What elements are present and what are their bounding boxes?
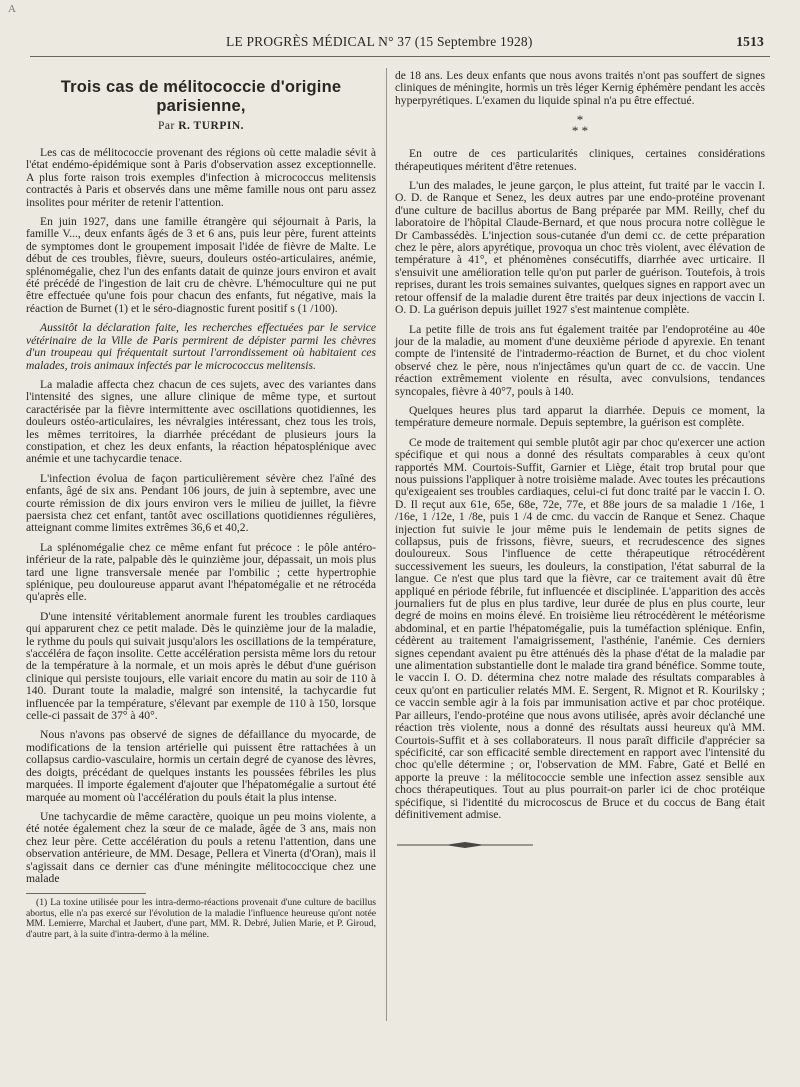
paragraph: Ce mode de traitement qui semble plutôt agir par choc qu'exercer une action spécifique et qui nous a donné des résultats comparables à ceux qu'ont rapportés MM. Courtois-Suffit, Garnier et Liège, était trop brutal pour que nous puissions l'appliquer à notre troisième malade. Avec toutes les précautions qu'exigeaient ses troubles cardiaques, celui-ci fut donc traité par le vaccin I. O. D. Il reçut aux 61e, 65e, 68e, 72e, 77e, et 88e jours de sa maladie 1 /16e, 1 /16e, 1 /12e, 1 /8e, puis 1 /4 de cmc. du vaccin de Ranque et Senez. Chaque injection fut suivie le jour même puis le lendemain de petits signes de collapsus, puis de frissons, fièvre, sueurs, et recrudescence des signes douloureux. Sous l'influence de cette thérapeutique rétrocédèrent successivement les sueurs, les douleurs, la constipation, l'état saburral de la langue. Ce n'est que plus tard que la fièvre, car ce traitement avait dû être appliqué en période fébrile, fut influencée et disciplinée. L'apparition des accès journaliers fut de plus en plus tardive, leur durée de plus en plus courte, leur degré de moins en moins élevé. En troisième lieu rétrocédèrent le météorisme abdominal, et en partie l'hépatomégalie, puis la tuméfaction splénique. Enfin, cédèrent au traitement l'amaigrissement, l'asthénie, l'anémie. Ces derniers signes cependant avaient pu être atténués dès la phase d'état de la maladie par une alimentation substantielle dont le malade tira grand bénéfice. Somme toute, le vaccin I. O. D. détermina chez notre malade des résultats comparables à ceux qu'ont en particulier relatés MM. E. Sergent, R. Mignot et R. Kourilsky ; ce vaccin semble agir à la fois par immunisation active et par choc protéique. Par ailleurs, l'endo-protéine que nous avons utilisée, après avoir déclanché une réaction très violente, nous a donné des résultats aussi heureux qu'à MM. Courtois-Suffit et à ses collaborateurs. Il nous paraît difficile d'apprécier sa spécificité, car son efficacité semble directement en rapport avec l'intensité du choc qu'elle détermine ; or, l'observation de MM. Fabre, Gaté et Bellé en apporte la preuve : la mélitococcie semble une infection assez sensible aux chocs thérapeutiques. Tout au plus pourrait-on parler ici de choc protéique spécifique, si l'identité du microcoscus de Bruce et du coccus de Bang était définitivement admise. (395, 435, 765, 821)
paragraph: Nous n'avons pas observé de signes de défaillance du myocarde, de modifications de la tension artérielle qui puissent être rattachées à un collapsus cardio-vasculaire, hormis un certain degré de cyanose des lèvres, des doigts, précédant de quelques instants les poussées fébriles les plus marquées. Il importe également d'ajouter que l'hépatomégalie a surtout été marquée au moment où l'accélération du pouls était la plus intense. (26, 728, 376, 804)
paragraph: Quelques heures plus tard apparut la diarrhée. Depuis ce moment, la température demeure normale. Depuis septembre, la guérison est complète. (395, 403, 765, 430)
paragraph: Les cas de mélitococcie provenant des régions où cette maladie sévit à l'état endémo-épidémique sont à Paris d'observation assez exceptionnelle. A plus forte raison trois exemples d'infection à micrococcus melitensis contractés à Paris et observés dans une même famille nous ont paru assez insolites pour mériter de retenir l'attention. (26, 146, 376, 209)
column-divider (386, 68, 387, 1021)
paragraph: En juin 1927, dans une famille étrangère qui séjournait à Paris, la famille V..., deux enfants âgés de 3 et 6 ans, puis leur père, furent atteints de symptomes dont le groupement imposait l'idée de fièvre de Malte. Le début de ces troubles, fièvre, sueurs, douleurs ostéo-articulaires, anémie, splénomégalie, chez l'un des enfants datait de quinze jours environ et avait été précédé de l'ingestion de lait cru de chèvre. L'hémoculture qui ne put être effectuée qu'une fois pour chacun des enfants, fut négative, mais la réaction de Burnet (1) et le séro-diagnostic furent positif s (1 /100). (26, 215, 376, 315)
article-title (26, 78, 376, 116)
right-column (395, 70, 765, 855)
paragraph: Aussitôt la déclaration faite, les recherches effectuées par le service vétérinaire de la Ville de Paris permirent de dépister parmi les chèvres d'un troupeau qui fréquentait surtout l'arrondissement où habitaient ces malades, trois animaux infectés par le micrococcus melitensis. (26, 321, 376, 372)
paragraph: La maladie affecta chez chacun de ces sujets, avec des variantes dans l'intensité des signes, une allure clinique de même type, et surtout caractérisée par la fièvre intermittente avec oscillations quotidiennes, les douleurs ostéo-articulaires, les névralgies intéressant, chez tous les trois, les mêmes territoires, la diarrhée précédant de plusieurs jours la constipation, et chez les deux enfants, la réaction hépatosplénique avec anémie et une tachycardie tenace. (26, 377, 376, 466)
paragraph: de 18 ans. Les deux enfants que nous avons traités n'ont pas souffert de signes cliniques de méningite, hormis un très léger Kernig éphémère pendant les accès hyperpyrétiques. L'examen du liquide spinal n'a pu être effectué. (395, 69, 765, 107)
author-name: R. TURPIN. (178, 120, 245, 132)
running-header (226, 34, 764, 52)
footnote-text: (1) La toxine utilisée pour les intra-dermo-réactions provenait d'une culture de bacillus abortus, elle n'a pas exercé sur l'évolution de la maladie l'influence heureuse qu'ont notée MM. Lemierre, Marchal et Jaubert, d'une part, MM. R. Debré, Julien Marie, et P. Giroud, d'autre part, à la suite d'intra-dermo à la méline. (26, 897, 376, 940)
page-number: 1513 (736, 34, 764, 49)
left-column (26, 70, 376, 947)
paragraph: Une tachycardie de même caractère, quoique un peu moins violente, a été notée également chez la sœur de ce malade, âgée de 3 ans, mais non chez leur père. Cette accélération du pouls a retenu l'attention, dans une observation antérieure, de MM. Desage, Pellera et Vinerta (d'Oran), mais il s'agissait dans ce dernier cas d'une méningite mélitococcique chez une malade (26, 809, 376, 885)
section-asterism: * * * (571, 112, 589, 139)
article-title-line-1: Trois cas de mélitococcie d'origine (60, 78, 342, 96)
article-title-line-2: parisienne, (156, 97, 246, 115)
author-prefix: Par (157, 120, 179, 132)
article-author (26, 120, 376, 132)
paragraph: L'infection évolua de façon particulièrement sévère chez l'aîné des enfants, âgé de six ans. Pendant 106 jours, de juin à septembre, avec une courte rémission de dix jours environ vers le milieu de juillet, la fièvre paersista chez cet enfant, tantôt avec oscillations quotidiennes régulières, atteignant comme limites extrêmes 36,6 et 40,2. (26, 471, 376, 535)
paragraph: En outre de ces particularités cliniques, certaines considérations thérapeutiques méritent d'être retenues. (395, 147, 765, 173)
paragraph: L'un des malades, le jeune garçon, le plus atteint, fut traité par le vaccin I. O. D. de Ranque et Senez, les deux autres par une endo-protéine provenant d'une culture de bacillus abortus de Bang préparée par MM. Reilly, chef du laboratoire de l'hôpital Claude-Bernard, et que nous procura notre collègue le Dr Cambassédès. L'injection sous-cutanée d'un demi cc. de cette préparation chez le père, alors apyrétique, provoqua un choc très violent, avec élévation de température à 41°, et phénomènes consécutiffs, diarrhée avec urticaire. Il s'ensuivit une amélioration telle qu'on put parler de guérison. Toutefois, à trois reprises, durant les trois semaines suivantes, quelques signes en rapport avec un retour offensif de la maladie durent être traités par deux injections de vaccin I. O. D. La guérison depuis juillet 1927 s'est maintenue complète. (395, 179, 765, 317)
header-rule (30, 56, 770, 57)
corner-mark: A (8, 3, 16, 15)
paragraph: La splénomégalie chez ce même enfant fut précoce : le pôle antéro-inférieur de la rate, palpable dès le quinzième jour, dépassait, un mois plus tard une ligne transversale menée par l'ombilic ; cette hypertrophie splénique, peu douloureuse apparut avant l'hépatomégalie et ne rétrocéda qu'après elle. (26, 540, 376, 604)
paragraph: La petite fille de trois ans fut également traitée par l'endoprotéine au 40e jour de la maladie, au moment d'une deuxième période d apyrexie. En tenant compte de l'intensité de l'intradermo-réaction de Burnet, et du choc violent observé chez le père, nous n'injectâmes qu'un quart de cc. de vaccin. Une réaction extrêmement violente en résulta, avec convulsions, tendances syncopales, fièvre à 40°7, pouls à 140. (395, 322, 765, 398)
end-ornament (395, 840, 535, 850)
footnote (26, 898, 376, 940)
footnote-rule (26, 893, 146, 894)
journal-title: LE PROGRÈS MÉDICAL N° 37 (15 Septembre 1928) (226, 34, 533, 49)
paragraph: D'une intensité véritablement anormale furent les troubles cardiaques qui apparurent chez ce petit malade. Dès le quinzième jour de la maladie, le rythme du pouls qui suivait jusqu'alors les oscillations de la température, s'accéléra de façon insolite. Cette accélération persista même lors du retour de la température à la normale, et un mois après le début d'une guérison clinique qui persiste toujours, elle variait encore du matin au soir de 110 à 140. Durant toute la maladie, malgré son intensité, la tachycardie fut influencée par la température, s'élevant par exemple de 110 à 150, lorsque celle-ci passait de 37° à 40°. (26, 609, 376, 723)
